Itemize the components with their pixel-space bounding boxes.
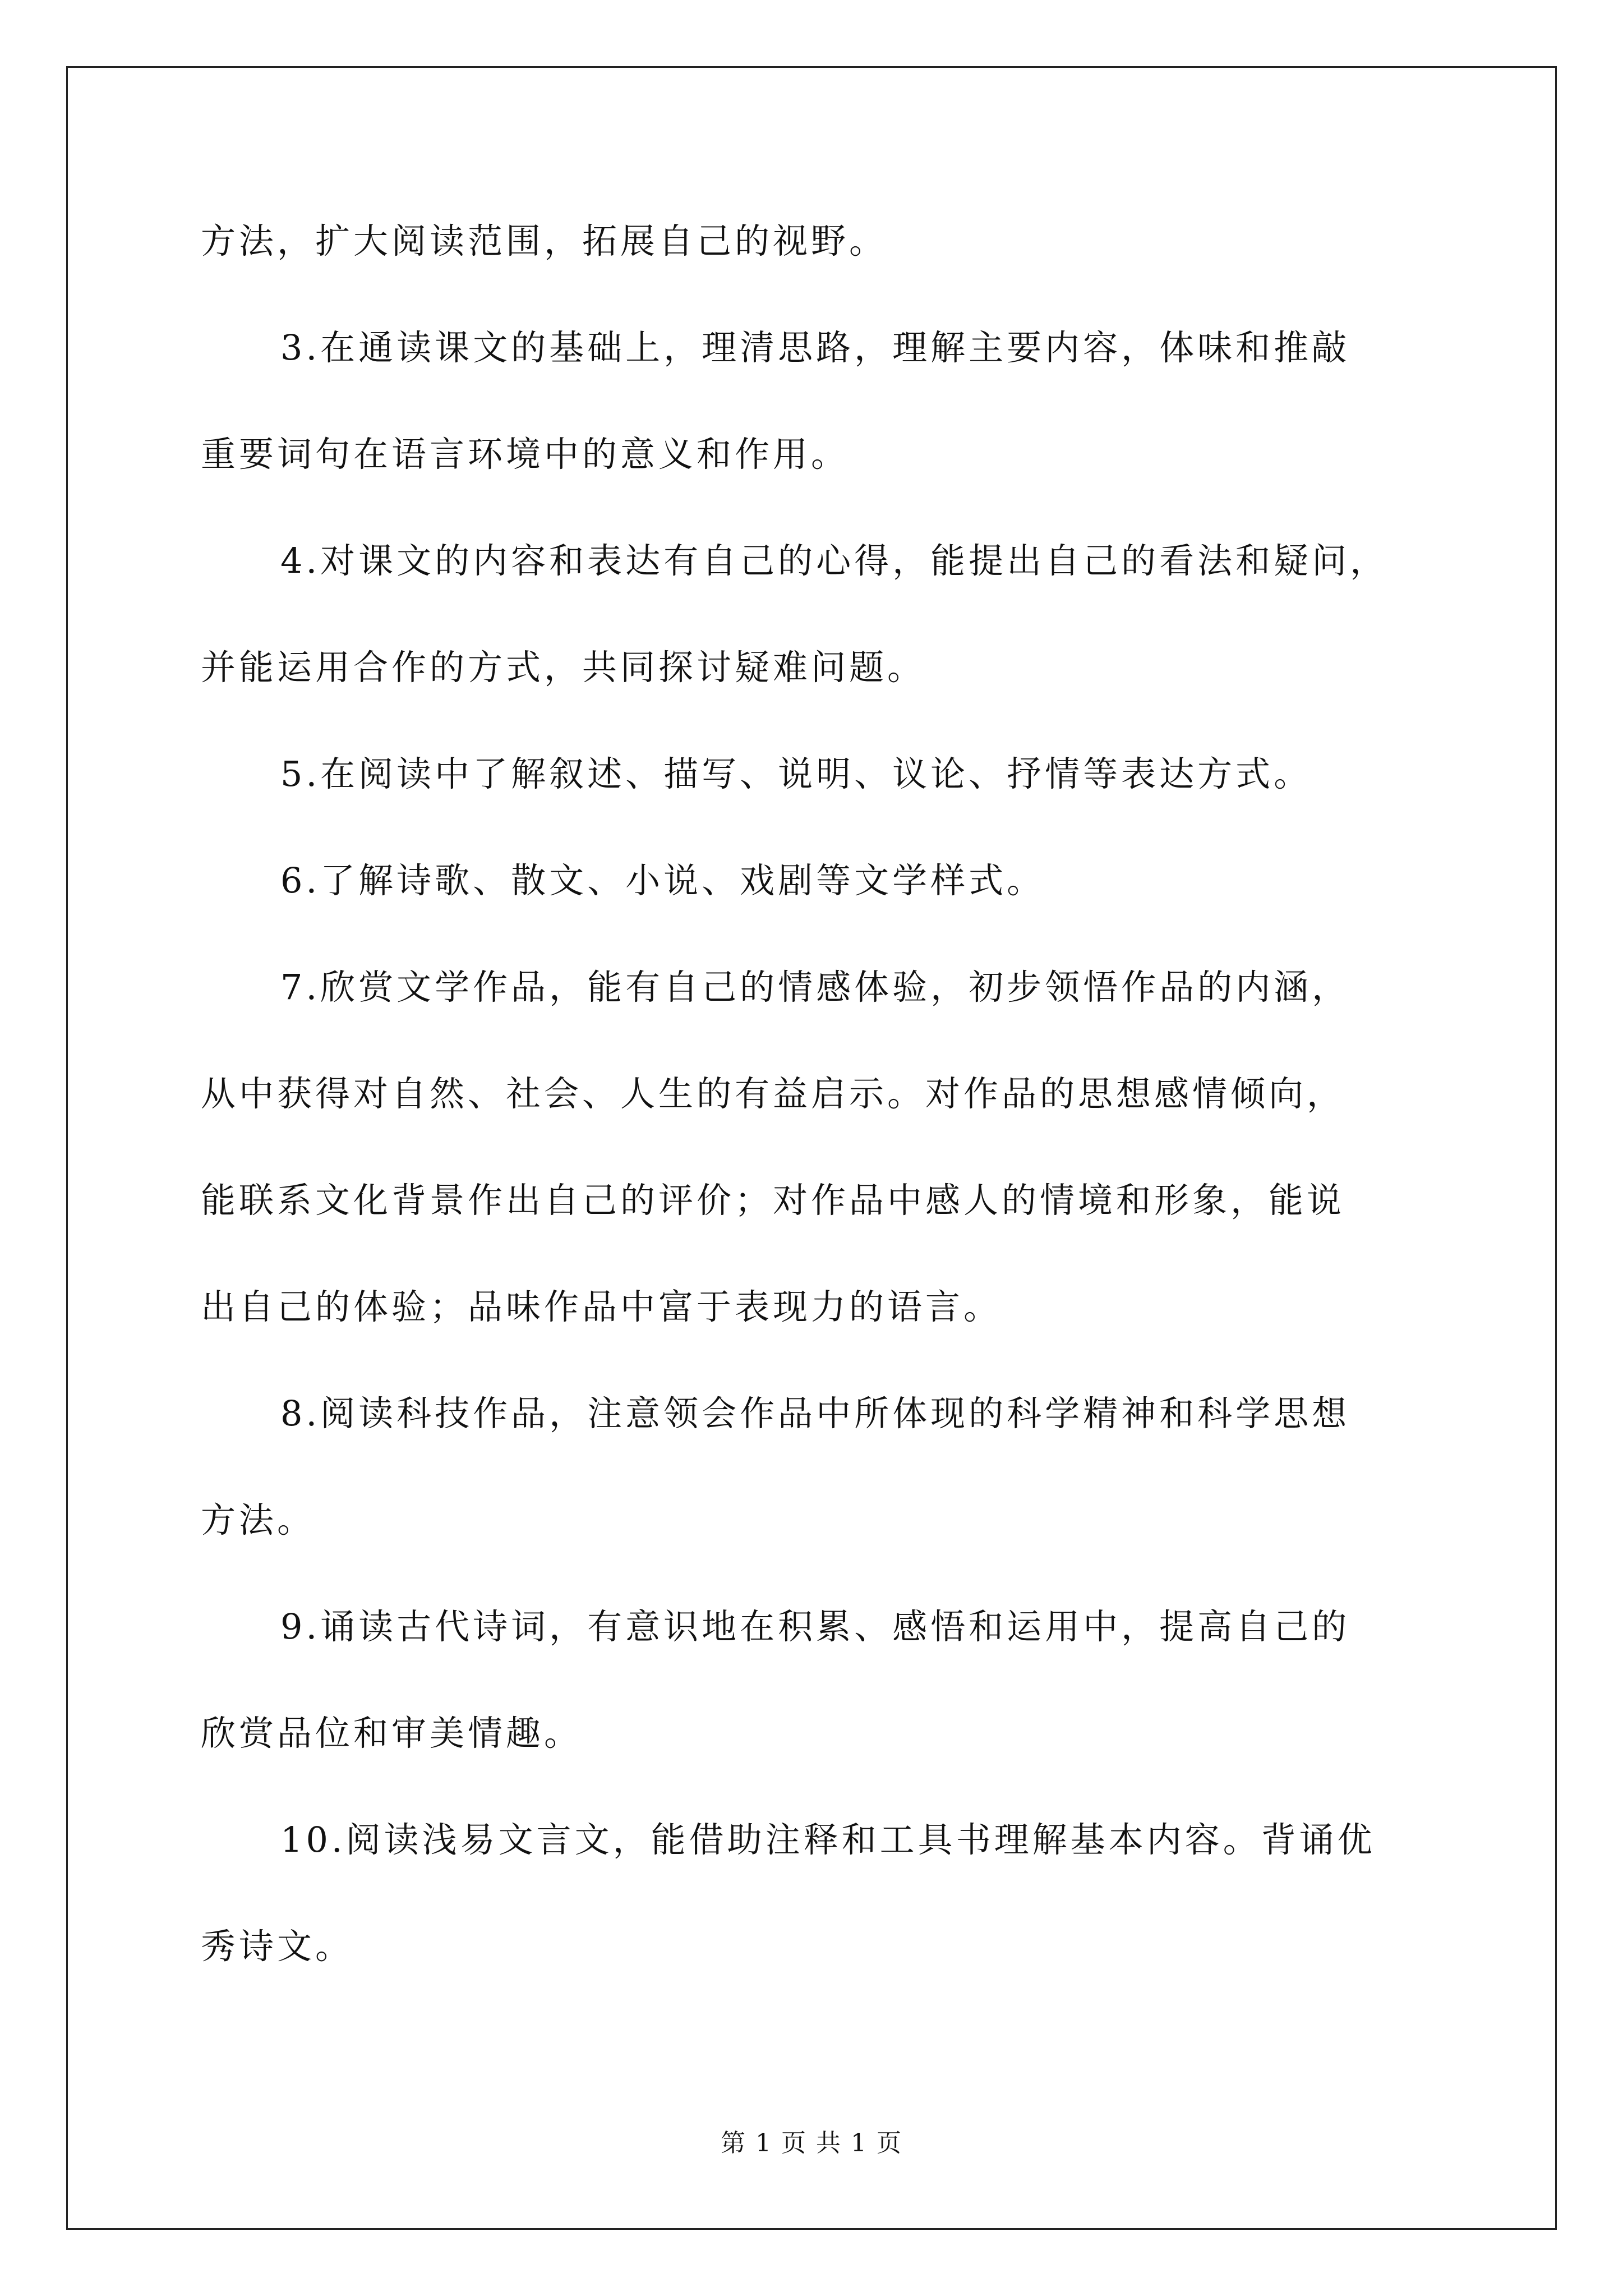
paragraph-line: 3.在通读课文的基础上，理清思路，理解主要内容，体味和推敲: [280, 327, 1350, 368]
paragraph-line: 能联系文化背景作出自己的评价；对作品中感人的情境和形象，能说: [201, 1180, 1345, 1221]
paragraph-line: 方法，扩大阅读范围，拓展自己的视野。: [201, 220, 888, 261]
paragraph-line: 重要词句在语言环境中的意义和作用。: [201, 434, 850, 475]
paragraph-line: 10.阅读浅易文言文，能借助注释和工具书理解基本内容。背诵优: [280, 1819, 1376, 1860]
paragraph-line: 5.在阅读中了解叙述、描写、说明、议论、抒情等表达方式。: [280, 753, 1312, 794]
paragraph-line: 7.欣赏文学作品，能有自己的情感体验，初步领悟作品的内涵，: [280, 967, 1350, 1007]
paragraph-line: 8.阅读科技作品，注意领会作品中所体现的科学精神和科学思想: [280, 1393, 1350, 1434]
paragraph-line: 4.对课文的内容和表达有自己的心得，能提出自己的看法和疑问，: [280, 540, 1389, 581]
paragraph-line: 从中获得对自然、社会、人生的有益启示。对作品的思想感情倾向，: [201, 1073, 1345, 1114]
page-frame: [66, 66, 1557, 2230]
paragraph-line: 并能运用合作的方式，共同探讨疑难问题。: [201, 647, 926, 688]
paragraph-line: 出自己的体验；品味作品中富于表现力的语言。: [201, 1286, 1002, 1327]
paragraph-line: 方法。: [201, 1499, 316, 1540]
paragraph-line: 欣赏品位和审美情趣。: [201, 1713, 583, 1754]
paragraph-line: 秀诗文。: [201, 1926, 354, 1967]
paragraph-line: 6.了解诗歌、散文、小说、戏剧等文学样式。: [280, 860, 1045, 901]
paragraph-line: 9.诵读古代诗词，有意识地在积累、感悟和运用中，提高自己的: [280, 1606, 1350, 1647]
page-number-footer: 第 1 页 共 1 页: [721, 2129, 902, 2157]
